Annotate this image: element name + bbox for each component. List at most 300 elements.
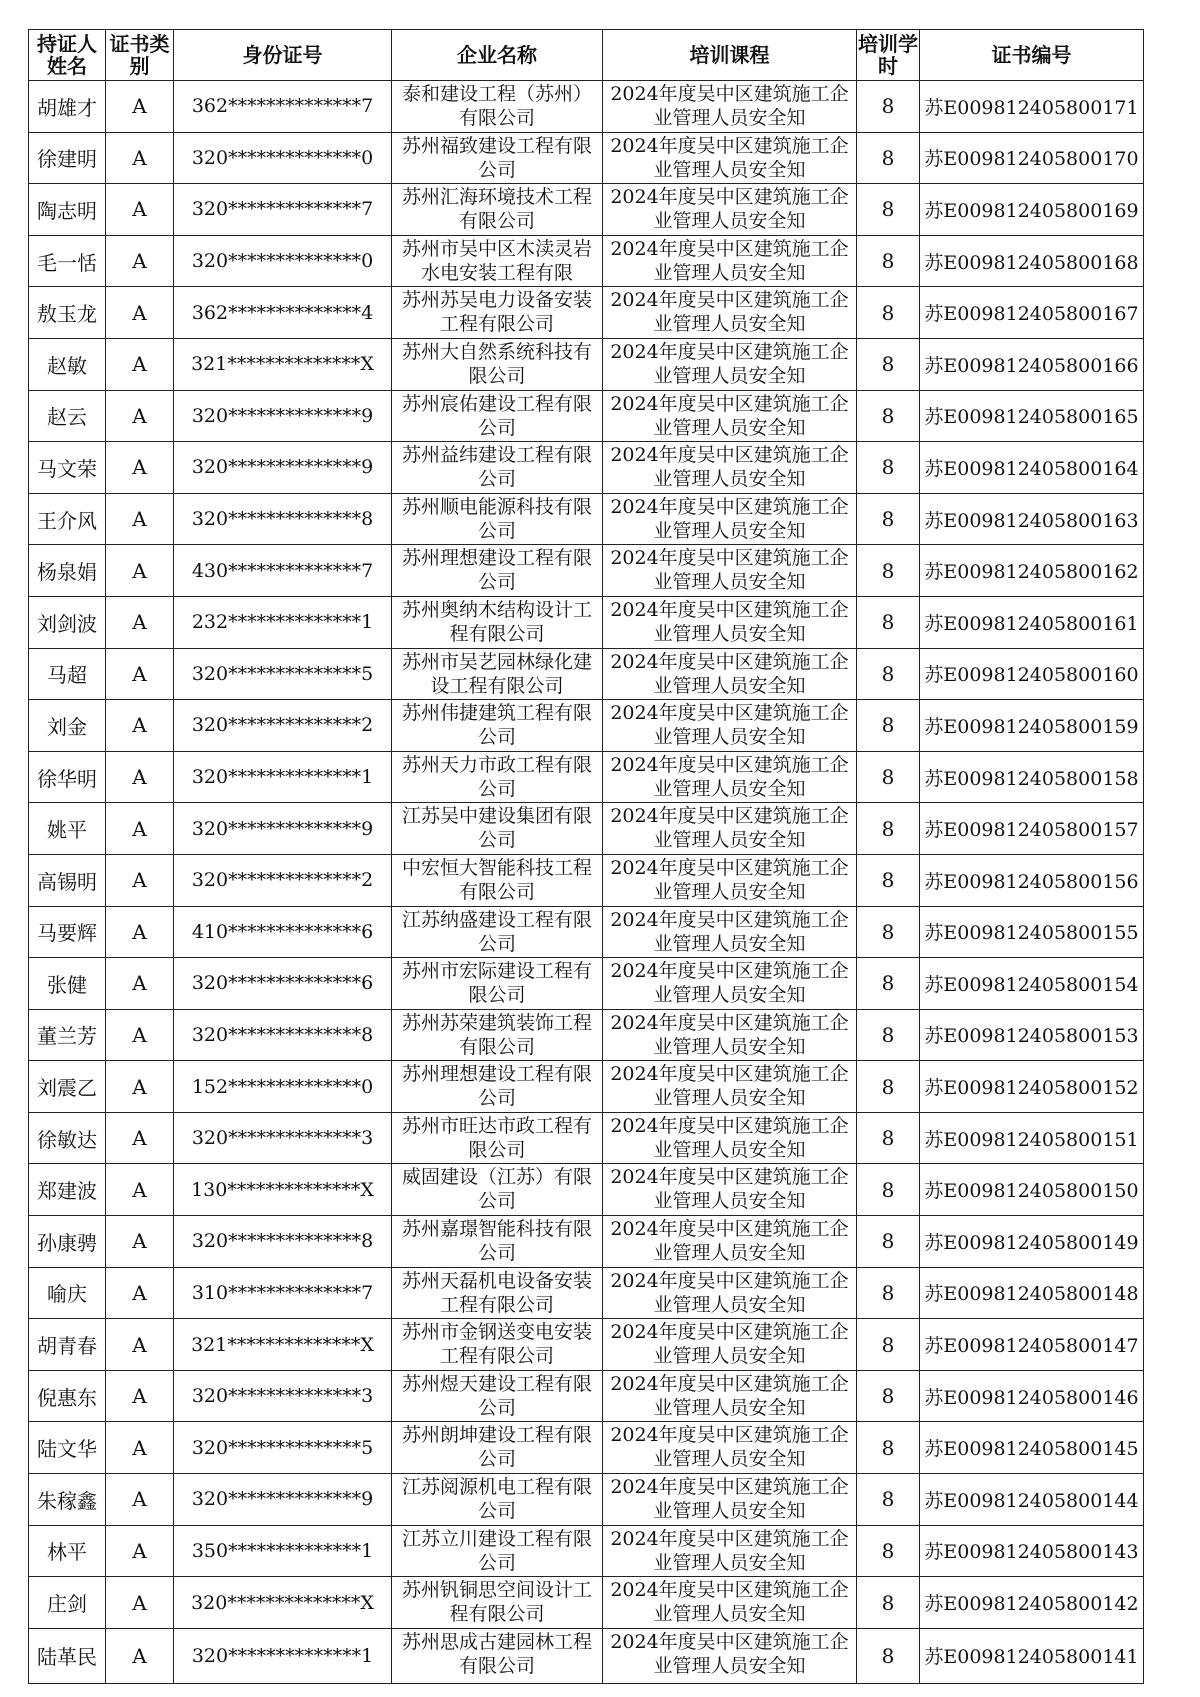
cell-course-text: 2024年度吴中区建筑施工企业管理人员安全知: [610, 1372, 849, 1419]
cell-course: [603, 184, 857, 236]
cell-company: [392, 493, 603, 545]
cell-name: 姚平: [29, 803, 106, 855]
cell-course-text: 2024年度吴中区建筑施工企业管理人员安全知: [610, 598, 849, 645]
cell-name: 胡雄才: [29, 81, 106, 133]
cell-course: [603, 1112, 857, 1164]
cell-name: 喻庆: [29, 1267, 106, 1319]
cell-type: A: [106, 1164, 174, 1216]
cell-cert: 苏E009812405800143: [920, 1525, 1144, 1577]
cell-course: [603, 596, 857, 648]
cell-hours: 8: [857, 132, 920, 184]
cell-id: 320**************X: [174, 1577, 392, 1629]
cell-course: [603, 1216, 857, 1268]
cell-hours: 8: [857, 1061, 920, 1113]
cell-id: 130**************X: [174, 1164, 392, 1216]
table-row: [29, 1009, 1144, 1061]
cell-hours: 8: [857, 1009, 920, 1061]
cell-company: [392, 906, 603, 958]
cell-course: [603, 493, 857, 545]
cell-course-text: 2024年度吴中区建筑施工企业管理人员安全知: [610, 856, 849, 903]
cell-course: [603, 803, 857, 855]
cell-course-text: 2024年度吴中区建筑施工企业管理人员安全知: [610, 1166, 849, 1213]
cell-course: [603, 700, 857, 752]
cell-cert: 苏E009812405800167: [920, 287, 1144, 339]
cell-cert: 苏E009812405800150: [920, 1164, 1144, 1216]
cell-id: 320**************0: [174, 132, 392, 184]
cell-course: [603, 1267, 857, 1319]
table-row: [29, 854, 1144, 906]
cell-course: [603, 390, 857, 442]
cell-course-text: 2024年度吴中区建筑施工企业管理人员安全知: [610, 805, 849, 852]
cell-name: 徐敏达: [29, 1112, 106, 1164]
cell-name: 刘震乙: [29, 1061, 106, 1113]
cell-id: 320**************9: [174, 442, 392, 494]
table-row: [29, 235, 1144, 287]
cell-company: [392, 700, 603, 752]
cell-cert: 苏E009812405800148: [920, 1267, 1144, 1319]
cell-course-text: 2024年度吴中区建筑施工企业管理人员安全知: [610, 237, 849, 284]
header-cert: 证书编号: [920, 30, 1144, 81]
cell-company: [392, 442, 603, 494]
cell-type: A: [106, 81, 174, 133]
cell-company: [392, 958, 603, 1010]
cell-company: [392, 1267, 603, 1319]
cell-id: 310**************7: [174, 1267, 392, 1319]
cell-id: 320**************2: [174, 854, 392, 906]
cell-type: A: [106, 1009, 174, 1061]
table-row: [29, 700, 1144, 752]
cell-course: [603, 1370, 857, 1422]
cell-name: 马要辉: [29, 906, 106, 958]
cell-id: 320**************3: [174, 1112, 392, 1164]
cell-id: 232**************1: [174, 596, 392, 648]
certificate-table: [28, 29, 1144, 1684]
cell-hours: 8: [857, 1577, 920, 1629]
cell-hours: 8: [857, 442, 920, 494]
cell-name: 赵云: [29, 390, 106, 442]
cell-hours: 8: [857, 1319, 920, 1371]
cell-course-text: 2024年度吴中区建筑施工企业管理人员安全知: [610, 444, 849, 491]
cell-type: A: [106, 545, 174, 597]
cell-type: A: [106, 1216, 174, 1268]
table-row: [29, 1319, 1144, 1371]
table-row: [29, 184, 1144, 236]
cell-company: [392, 1061, 603, 1113]
cell-id: 320**************0: [174, 235, 392, 287]
cell-cert: 苏E009812405800168: [920, 235, 1144, 287]
cell-type: A: [106, 1577, 174, 1629]
cell-course: [603, 1577, 857, 1629]
cell-course: [603, 235, 857, 287]
cell-name: 陆革民: [29, 1628, 106, 1683]
cell-course-text: 2024年度吴中区建筑施工企业管理人员安全知: [610, 960, 849, 1007]
cell-id: 430**************7: [174, 545, 392, 597]
cell-cert: 苏E009812405800151: [920, 1112, 1144, 1164]
cell-company-text: 苏州市金钢送变电安装工程有限公司: [401, 1321, 592, 1368]
cell-course-text: 2024年度吴中区建筑施工企业管理人员安全知: [610, 1269, 849, 1316]
cell-id: 320**************5: [174, 1422, 392, 1474]
cell-company: [392, 235, 603, 287]
cell-company-text: 江苏纳盛建设工程有限公司: [401, 908, 592, 955]
cell-name: 林平: [29, 1525, 106, 1577]
cell-type: A: [106, 906, 174, 958]
cell-course: [603, 1525, 857, 1577]
cell-name: 马文荣: [29, 442, 106, 494]
cell-course-text: 2024年度吴中区建筑施工企业管理人员安全知: [610, 186, 849, 233]
cell-type: A: [106, 390, 174, 442]
cell-name: 马超: [29, 648, 106, 700]
cell-course: [603, 1422, 857, 1474]
cell-id: 320**************1: [174, 751, 392, 803]
cell-course: [603, 287, 857, 339]
cell-type: A: [106, 1422, 174, 1474]
cell-cert: 苏E009812405800158: [920, 751, 1144, 803]
cell-hours: 8: [857, 1525, 920, 1577]
cell-cert: 苏E009812405800170: [920, 132, 1144, 184]
cell-course-text: 2024年度吴中区建筑施工企业管理人员安全知: [610, 83, 849, 129]
cell-type: A: [106, 958, 174, 1010]
cell-hours: 8: [857, 1267, 920, 1319]
cell-company: [392, 287, 603, 339]
cell-name: 刘剑波: [29, 596, 106, 648]
cell-id: 321**************X: [174, 1319, 392, 1371]
cell-cert: 苏E009812405800161: [920, 596, 1144, 648]
cell-hours: 8: [857, 700, 920, 752]
cell-hours: 8: [857, 751, 920, 803]
cell-name: 庄剑: [29, 1577, 106, 1629]
cell-course-text: 2024年度吴中区建筑施工企业管理人员安全知: [610, 1476, 849, 1523]
cell-company-text: 苏州天磊机电设备安装工程有限公司: [401, 1269, 592, 1316]
cell-cert: 苏E009812405800156: [920, 854, 1144, 906]
cell-id: 320**************5: [174, 648, 392, 700]
cell-company: [392, 1370, 603, 1422]
cell-id: 410**************6: [174, 906, 392, 958]
table-row: [29, 1474, 1144, 1526]
cell-hours: 8: [857, 287, 920, 339]
table-row: [29, 1112, 1144, 1164]
cell-id: 152**************0: [174, 1061, 392, 1113]
cell-company-text: 江苏阅源机电工程有限公司: [401, 1476, 592, 1523]
cell-company-text: 泰和建设工程（苏州）有限公司: [401, 83, 592, 129]
cell-course: [603, 648, 857, 700]
cell-id: 362**************7: [174, 81, 392, 133]
cell-hours: 8: [857, 1370, 920, 1422]
cell-name: 敖玉龙: [29, 287, 106, 339]
cell-cert: 苏E009812405800160: [920, 648, 1144, 700]
cell-course: [603, 132, 857, 184]
cell-course-text: 2024年度吴中区建筑施工企业管理人员安全知: [610, 753, 849, 800]
cell-company: [392, 81, 603, 133]
cell-course: [603, 854, 857, 906]
cell-course-text: 2024年度吴中区建筑施工企业管理人员安全知: [610, 1011, 849, 1058]
cell-cert: 苏E009812405800155: [920, 906, 1144, 958]
cell-company-text: 江苏立川建设工程有限公司: [401, 1527, 592, 1574]
cell-hours: 8: [857, 803, 920, 855]
cell-type: A: [106, 648, 174, 700]
cell-cert: 苏E009812405800142: [920, 1577, 1144, 1629]
cell-course: [603, 545, 857, 597]
cell-company: [392, 751, 603, 803]
cell-type: A: [106, 132, 174, 184]
cell-type: A: [106, 1370, 174, 1422]
cell-name: 董兰芳: [29, 1009, 106, 1061]
cell-company-text: 苏州朗坤建设工程有限公司: [401, 1424, 592, 1471]
cell-company: [392, 1422, 603, 1474]
cell-type: A: [106, 1319, 174, 1371]
cell-type: A: [106, 1267, 174, 1319]
cell-course-text: 2024年度吴中区建筑施工企业管理人员安全知: [610, 650, 849, 697]
cell-cert: 苏E009812405800146: [920, 1370, 1144, 1422]
cell-course-text: 2024年度吴中区建筑施工企业管理人员安全知: [610, 1063, 849, 1110]
cell-cert: 苏E009812405800147: [920, 1319, 1144, 1371]
cell-type: A: [106, 1474, 174, 1526]
cell-course-text: 2024年度吴中区建筑施工企业管理人员安全知: [610, 1321, 849, 1368]
cell-name: 胡青春: [29, 1319, 106, 1371]
cell-company-text: 苏州汇海环境技术工程有限公司: [401, 186, 592, 233]
cell-course-text: 2024年度吴中区建筑施工企业管理人员安全知: [610, 289, 849, 336]
cell-company-text: 苏州思成古建园林工程有限公司: [401, 1630, 592, 1677]
cell-name: 倪惠东: [29, 1370, 106, 1422]
cell-hours: 8: [857, 1112, 920, 1164]
cell-company-text: 苏州奥纳木结构设计工程有限公司: [401, 598, 592, 645]
cell-id: 362**************4: [174, 287, 392, 339]
cell-course: [603, 1009, 857, 1061]
cell-id: 321**************X: [174, 338, 392, 390]
cell-company: [392, 1009, 603, 1061]
cell-company: [392, 132, 603, 184]
cell-company: [392, 390, 603, 442]
cell-hours: 8: [857, 390, 920, 442]
cell-cert: 苏E009812405800169: [920, 184, 1144, 236]
cell-company-text: 苏州苏吴电力设备安装工程有限公司: [401, 289, 592, 336]
cell-company: [392, 1628, 603, 1683]
cell-company-text: 威固建设（江苏）有限公司: [401, 1166, 592, 1213]
cell-type: A: [106, 700, 174, 752]
cell-cert: 苏E009812405800149: [920, 1216, 1144, 1268]
cell-type: A: [106, 442, 174, 494]
cell-company-text: 苏州钒铜思空间设计工程有限公司: [401, 1579, 592, 1626]
cell-type: A: [106, 803, 174, 855]
cell-id: 320**************9: [174, 1474, 392, 1526]
table-row: [29, 1422, 1144, 1474]
cell-company: [392, 1164, 603, 1216]
cell-course-text: 2024年度吴中区建筑施工企业管理人员安全知: [610, 547, 849, 594]
cell-id: 320**************6: [174, 958, 392, 1010]
table-row: [29, 1370, 1144, 1422]
cell-cert: 苏E009812405800141: [920, 1628, 1144, 1683]
table-row: [29, 803, 1144, 855]
cell-company-text: 苏州伟捷建筑工程有限公司: [401, 702, 592, 749]
cell-course-text: 2024年度吴中区建筑施工企业管理人员安全知: [610, 392, 849, 439]
cell-cert: 苏E009812405800153: [920, 1009, 1144, 1061]
table-row: [29, 493, 1144, 545]
cell-hours: 8: [857, 235, 920, 287]
cell-hours: 8: [857, 958, 920, 1010]
cell-course: [603, 1474, 857, 1526]
table-row: [29, 287, 1144, 339]
cell-name: 高锡明: [29, 854, 106, 906]
cell-company: [392, 184, 603, 236]
cell-company-text: 苏州大自然系统科技有限公司: [401, 340, 592, 387]
header-name: 持证人姓名: [29, 30, 106, 81]
cell-type: A: [106, 1628, 174, 1683]
cell-type: A: [106, 338, 174, 390]
cell-company: [392, 854, 603, 906]
cell-course-text: 2024年度吴中区建筑施工企业管理人员安全知: [610, 1114, 849, 1161]
cell-cert: 苏E009812405800144: [920, 1474, 1144, 1526]
cell-company: [392, 1216, 603, 1268]
cell-company-text: 中宏恒大智能科技工程有限公司: [401, 856, 592, 903]
table-row: [29, 1061, 1144, 1113]
cell-cert: 苏E009812405800166: [920, 338, 1144, 390]
cell-course: [603, 958, 857, 1010]
cell-course-text: 2024年度吴中区建筑施工企业管理人员安全知: [610, 1218, 849, 1265]
cell-course-text: 2024年度吴中区建筑施工企业管理人员安全知: [610, 702, 849, 749]
cell-course-text: 2024年度吴中区建筑施工企业管理人员安全知: [610, 1424, 849, 1471]
cell-course: [603, 906, 857, 958]
table-row: [29, 132, 1144, 184]
cell-course: [603, 1061, 857, 1113]
cell-company-text: 苏州煜天建设工程有限公司: [401, 1372, 592, 1419]
cell-name: 王介风: [29, 493, 106, 545]
cell-id: 320**************9: [174, 803, 392, 855]
cell-type: A: [106, 493, 174, 545]
cell-hours: 8: [857, 1164, 920, 1216]
table-row: [29, 338, 1144, 390]
table-row: [29, 1216, 1144, 1268]
table-row: [29, 648, 1144, 700]
table-row: [29, 81, 1144, 133]
cell-course: [603, 338, 857, 390]
cell-name: 孙康骋: [29, 1216, 106, 1268]
cell-course: [603, 1628, 857, 1683]
cell-hours: 8: [857, 596, 920, 648]
cell-cert: 苏E009812405800154: [920, 958, 1144, 1010]
cell-type: A: [106, 1112, 174, 1164]
cell-hours: 8: [857, 81, 920, 133]
table-row: [29, 1577, 1144, 1629]
cell-hours: 8: [857, 1216, 920, 1268]
cell-cert: 苏E009812405800152: [920, 1061, 1144, 1113]
cell-type: A: [106, 751, 174, 803]
cell-company: [392, 545, 603, 597]
cell-company-text: 苏州顺电能源科技有限公司: [401, 495, 592, 542]
cell-course: [603, 1164, 857, 1216]
cell-type: A: [106, 235, 174, 287]
cell-name: 徐华明: [29, 751, 106, 803]
cell-type: A: [106, 1525, 174, 1577]
table-row: [29, 390, 1144, 442]
cell-cert: 苏E009812405800145: [920, 1422, 1144, 1474]
cell-type: A: [106, 1061, 174, 1113]
cell-course-text: 2024年度吴中区建筑施工企业管理人员安全知: [610, 1630, 849, 1677]
cell-company: [392, 648, 603, 700]
cell-name: 陆文华: [29, 1422, 106, 1474]
cell-hours: 8: [857, 648, 920, 700]
cell-course-text: 2024年度吴中区建筑施工企业管理人员安全知: [610, 1579, 849, 1626]
table-row: [29, 1164, 1144, 1216]
cell-course-text: 2024年度吴中区建筑施工企业管理人员安全知: [610, 908, 849, 955]
cell-company-text: 江苏吴中建设集团有限公司: [401, 805, 592, 852]
cell-id: 320**************7: [174, 184, 392, 236]
cell-course: [603, 81, 857, 133]
cell-company-text: 苏州嘉璟智能科技有限公司: [401, 1218, 592, 1265]
cell-hours: 8: [857, 1628, 920, 1683]
cell-company: [392, 1474, 603, 1526]
cell-company-text: 苏州市宏际建设工程有限公司: [401, 960, 592, 1007]
cell-hours: 8: [857, 545, 920, 597]
cell-name: 赵敏: [29, 338, 106, 390]
cell-cert: 苏E009812405800164: [920, 442, 1144, 494]
cell-name: 刘金: [29, 700, 106, 752]
table-row: [29, 1525, 1144, 1577]
cell-company-text: 苏州市吴艺园林绿化建设工程有限公司: [401, 650, 592, 697]
table-row: [29, 1267, 1144, 1319]
cell-company: [392, 1319, 603, 1371]
cell-cert: 苏E009812405800157: [920, 803, 1144, 855]
table-row: [29, 1628, 1144, 1683]
cell-type: A: [106, 287, 174, 339]
cell-id: 320**************1: [174, 1628, 392, 1683]
cell-id: 320**************8: [174, 1009, 392, 1061]
cell-type: A: [106, 854, 174, 906]
cell-cert: 苏E009812405800165: [920, 390, 1144, 442]
cell-company-text: 苏州福致建设工程有限公司: [401, 134, 592, 181]
cell-cert: 苏E009812405800171: [920, 81, 1144, 133]
header-type: 证书类别: [106, 30, 174, 81]
cell-cert: 苏E009812405800163: [920, 493, 1144, 545]
header-hours: 培训学时: [857, 30, 920, 81]
cell-hours: 8: [857, 1474, 920, 1526]
cell-company: [392, 596, 603, 648]
cell-hours: 8: [857, 184, 920, 236]
cell-id: 350**************1: [174, 1525, 392, 1577]
cell-course-text: 2024年度吴中区建筑施工企业管理人员安全知: [610, 340, 849, 387]
cell-company: [392, 1577, 603, 1629]
cell-name: 徐建明: [29, 132, 106, 184]
header-company: 企业名称: [392, 30, 603, 81]
cell-company: [392, 803, 603, 855]
table-row: [29, 906, 1144, 958]
header-course: 培训课程: [603, 30, 857, 81]
cell-company-text: 苏州市旺达市政工程有限公司: [401, 1114, 592, 1161]
cell-name: 杨泉娟: [29, 545, 106, 597]
cell-company: [392, 1112, 603, 1164]
cell-name: 张健: [29, 958, 106, 1010]
cell-course-text: 2024年度吴中区建筑施工企业管理人员安全知: [610, 495, 849, 542]
header-id: 身份证号: [174, 30, 392, 81]
table-row: [29, 751, 1144, 803]
cell-company-text: 苏州理想建设工程有限公司: [401, 547, 592, 594]
table-row: [29, 545, 1144, 597]
cell-type: A: [106, 184, 174, 236]
cell-company: [392, 1525, 603, 1577]
cell-id: 320**************8: [174, 1216, 392, 1268]
cell-company-text: 苏州益纬建设工程有限公司: [401, 444, 592, 491]
cell-cert: 苏E009812405800159: [920, 700, 1144, 752]
cell-company-text: 苏州天力市政工程有限公司: [401, 753, 592, 800]
cell-company-text: 苏州理想建设工程有限公司: [401, 1063, 592, 1110]
cell-name: 毛一恬: [29, 235, 106, 287]
cell-id: 320**************2: [174, 700, 392, 752]
cell-hours: 8: [857, 493, 920, 545]
cell-company: [392, 338, 603, 390]
table-row: [29, 596, 1144, 648]
header-row: [29, 30, 1144, 81]
table-row: [29, 958, 1144, 1010]
cell-course: [603, 751, 857, 803]
cell-name: 陶志明: [29, 184, 106, 236]
